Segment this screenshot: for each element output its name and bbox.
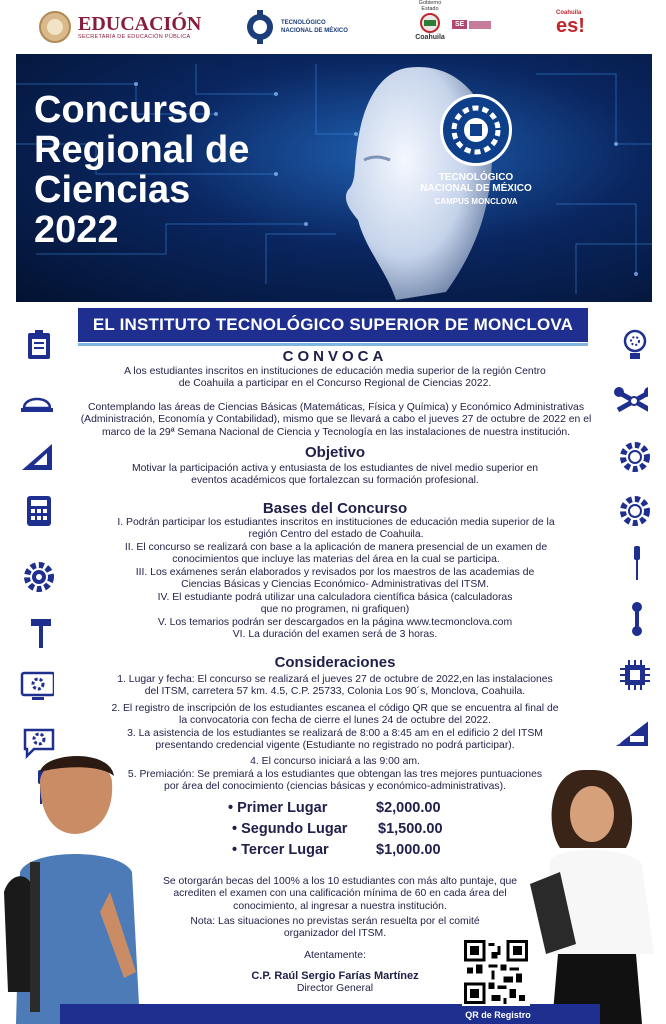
tecnm-seal-icon xyxy=(440,94,512,166)
campus-name-1: TECNOLÓGICO xyxy=(438,172,514,183)
gear-icon xyxy=(618,494,652,528)
atentamente-text: Atentamente: xyxy=(304,950,366,961)
tecnm-gear-icon xyxy=(245,8,275,46)
qr-label: QR de Registro xyxy=(458,1006,538,1024)
consideraciones-heading: Consideraciones xyxy=(274,654,396,671)
convoca-heading: CONVOCA xyxy=(282,348,388,365)
signer-name: C.P. Raúl Sergio Farías Martínez xyxy=(251,970,419,982)
bases-item: VI. La duración del examen será de 3 horas. xyxy=(232,629,438,640)
educacion-text: EDUCACIÓN xyxy=(78,13,202,35)
prize-amount: $1,500.00 xyxy=(378,821,443,837)
consideraciones-item: 2. El registro de inscripción de los estudiantes escanea el código QR que se encuentra al final de la convocatoria con fecha de cierre el lunes 24 de octubre del 2022. xyxy=(111,703,559,727)
objetivo-heading: Objetivo xyxy=(304,444,365,461)
hardhat-icon xyxy=(20,384,54,418)
prize-amount: $1,000.00 xyxy=(376,842,441,858)
prize-label: • Segundo Lugar xyxy=(232,821,348,837)
coahuila-emblem-icon xyxy=(416,12,444,34)
hero-title-line-3: Ciencias xyxy=(34,169,191,211)
chip-icon xyxy=(618,658,652,692)
hero-title-line-1: Concurso xyxy=(34,89,212,131)
tecnm-logo xyxy=(245,8,348,46)
setsquare-icon xyxy=(20,440,54,474)
signer-role: Director General xyxy=(296,983,374,994)
sep-subtitle: SECRETARÍA DE EDUCACIÓN PÚBLICA xyxy=(78,34,191,40)
calculator-icon xyxy=(22,494,56,528)
campus-name-2: NACIONAL DE MÉXICO xyxy=(420,183,532,194)
consideraciones-item: 5. Premiación: Se premiará a los estudiantes que obtengan las tres mejores puntuaciones por área del conocimiento (ciencias básicas y económico-administrativas). xyxy=(127,769,543,793)
hero-title-line-4: 2022 xyxy=(34,209,119,251)
logo-bar xyxy=(0,0,666,52)
bases-item: II. El concurso se realizará con base a la aplicación de manera presencial de un examen de conocimientos que incluye las materias del área en la cual se participa. xyxy=(124,542,548,566)
gobierno-text: Gobierno Estado xyxy=(418,0,442,12)
convoca-paragraph-1: A los estudiantes inscritos en instituciones de educación media superior de la región Centro de Coahuila a participar en el Concurso Regional de Ciencias 2022. xyxy=(124,366,546,390)
coahuila-es-logo xyxy=(556,10,585,36)
se-logo xyxy=(452,20,491,29)
se-badge: SE xyxy=(452,20,467,29)
student-female-image xyxy=(520,764,666,1024)
hero-title-line-2: Regional de xyxy=(34,129,250,171)
prize-label: • Primer Lugar xyxy=(228,800,328,816)
bases-item: III. Los exámenes serán elaborados y revisados por los maestros de las academias de Ciencias Básicas y Ciencias Económico- Administrativas del ITSM. xyxy=(135,567,535,591)
bases-item: IV. El estudiante podrá utilizar una calculadora científica básica (calculadoras que no programen, ni grafiquen) xyxy=(157,592,513,616)
screwdriver-icon xyxy=(620,546,654,580)
coahuila-text: Coahuila xyxy=(415,34,445,41)
objetivo-text: Motivar la participación activa y entusiasta de los estudiantes de nivel medio superior en eventos académicos que fortalezcan su formación profesional. xyxy=(131,463,539,487)
wrench-cross-icon xyxy=(614,384,648,418)
student-male-image xyxy=(0,752,150,1024)
gear-icon xyxy=(22,560,56,594)
es-text: es! xyxy=(556,15,585,37)
consideraciones-item: 1. Lugar y fecha: El concurso se realizará el jueves 27 de octubre de 2022,en las instalaciones del ITSM, carretera 57 km. 4.5, C.P. 25733, Colonia Los 90´s, Monclova, Coahuila. xyxy=(117,674,553,698)
prize-amount: $2,000.00 xyxy=(376,800,441,816)
consideraciones-item: 4. El concurso iniciará a las 9:00 am. xyxy=(250,756,420,767)
lightbulb-gear-icon xyxy=(618,328,652,362)
campus-name-3: CAMPUS MONCLOVA xyxy=(434,197,518,206)
prize-label: • Tercer Lugar xyxy=(232,842,329,858)
ruler-icon xyxy=(614,716,648,750)
tecnm-text: TECNOLÓGICO NACIONAL DE MÉXICO xyxy=(281,20,348,34)
bases-heading: Bases del Concurso xyxy=(262,500,408,517)
se-bar xyxy=(469,21,491,29)
monitor-gear-icon xyxy=(20,670,54,704)
becas-text: Se otorgarán becas del 100% a los 10 estudiantes con más alto puntaje, que acrediten el examen con una calificación mínima de 60 en cada área del conocimiento, al ingresar a nuestra institución. xyxy=(162,876,518,912)
coahuila-gobierno-logo xyxy=(408,0,452,41)
clipboard-icon xyxy=(22,328,56,362)
es-top-text: Coahuila xyxy=(556,10,582,16)
sep-seal-icon xyxy=(38,10,72,44)
consideraciones-item: 3. La asistencia de los estudiantes se realizará de 8:00 a 8:45 am en el edificio 2 del ITSM presentando credencial vigente (Estudiante no registrado no podrá participar). xyxy=(127,728,543,752)
wrench-icon xyxy=(620,602,654,636)
bases-item: V. Los temarios podrán ser descargados en la página www.tecmonclova.com xyxy=(157,617,513,628)
sep-logo xyxy=(38,10,201,44)
registration-qr-code[interactable] xyxy=(462,938,530,1006)
convoca-paragraph-2: Contemplando las áreas de Ciencias Básicas (Matemáticas, Física y Química) y Económico Administrativas (Administración, Economía y Contabilidad), mismo que se llevará a cabo el jueves 27 de octubre de 2022 en el marco de la 29ª Semana Nacional de Ciencia y Tecnología en las instalaciones de nuestra institución. xyxy=(80,402,592,438)
institution-banner: EL INSTITUTO TECNOLÓGICO SUPERIOR DE MONCLOVA xyxy=(78,308,588,342)
bases-item: I. Podrán participar los estudiantes inscritos en instituciones de educación media superior de la región Centro del estado de Coahuila. xyxy=(117,517,555,541)
hammer-icon xyxy=(24,616,58,650)
nota-text: Nota: Las situaciones no previstas serán resuelta por el comité organizador del ITSM. xyxy=(190,916,480,940)
hero-title xyxy=(34,90,294,250)
gear-icon xyxy=(618,440,652,474)
hero-banner xyxy=(16,54,652,302)
campus-logo xyxy=(416,94,536,206)
